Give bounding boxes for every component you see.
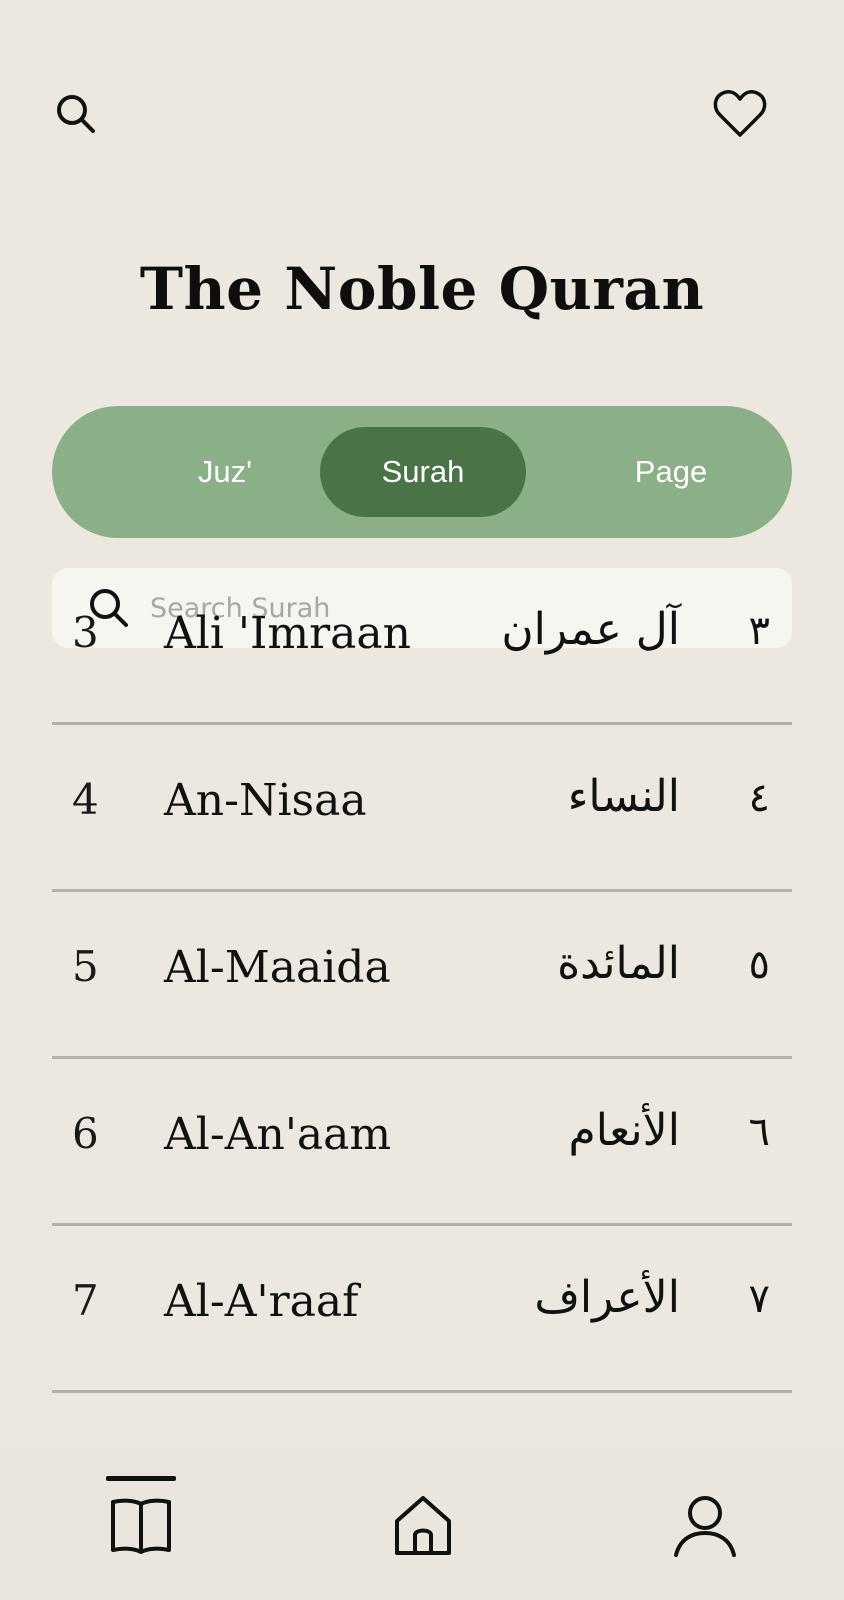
surah-arabic-name: آل عمران [501,604,680,655]
nav-profile-button[interactable] [660,1476,750,1576]
favorites-button[interactable] [712,86,768,142]
surah-arabic-number: ٧ [748,1276,770,1322]
surah-name: Al-An'aam [164,1109,392,1160]
surah-name: Ali 'Imraan [164,608,411,659]
surah-row-7[interactable] [0,1226,844,1393]
nav-home-button[interactable] [378,1476,468,1576]
surah-arabic-number: ٤ [748,775,770,821]
surah-arabic-name: النساء [567,771,680,822]
surah-arabic-number: ٣ [748,608,770,654]
tab-juz[interactable]: Juz' [197,454,253,489]
view-mode-segmented-control [52,406,792,538]
surah-row-4[interactable] [0,725,844,892]
search-button[interactable] [48,86,104,142]
user-profile-icon [672,1493,738,1559]
nav-read-button[interactable] [96,1476,186,1576]
open-book-icon [108,1494,174,1558]
surah-name: An-Nisaa [164,775,367,826]
home-icon [392,1493,454,1559]
surah-number: 4 [72,775,99,824]
tab-surah[interactable]: Surah [320,427,526,517]
page-title: The Noble Quran [139,255,705,323]
active-indicator [106,1476,176,1481]
surah-arabic-name: المائدة [557,938,680,989]
tab-page[interactable]: Page [634,454,708,489]
surah-name: Al-A'raaf [164,1276,359,1327]
heart-icon [712,88,768,140]
surah-row-6[interactable] [0,1059,844,1226]
surah-number: 6 [72,1109,99,1158]
surah-list [0,604,844,1448]
surah-arabic-number: ٦ [748,1109,770,1155]
bottom-navigation [0,1448,844,1600]
surah-number: 7 [72,1276,99,1325]
surah-arabic-number: ٥ [748,942,770,988]
surah-arabic-name: الأنعام [568,1105,680,1156]
surah-number: 3 [72,608,99,657]
surah-name: Al-Maaida [164,942,391,993]
surah-number: 5 [72,942,99,991]
surah-row-3[interactable] [0,558,844,725]
surah-row-5[interactable] [0,892,844,1059]
search-icon [53,91,99,137]
surah-arabic-name: الأعراف [534,1272,680,1323]
